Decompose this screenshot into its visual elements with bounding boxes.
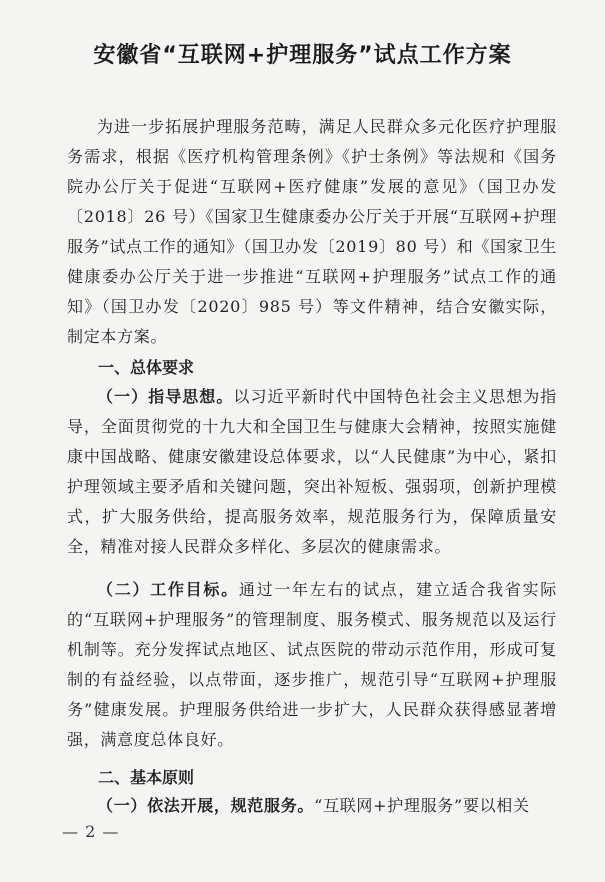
- guiding-ideology-label: （一）指导思想。: [97, 387, 234, 406]
- page-number: — 2 —: [62, 822, 120, 841]
- work-goals-label: （二）工作目标。: [97, 580, 239, 599]
- lawful-service-label: （一）依法开展，规范服务。: [97, 796, 315, 815]
- work-goals-text: 通过一年左右的试点，建立适合我省实际的“互联网+护理服务”的管理制度、服务模式、服务规范以及运行机制等。充分发挥试点地区、试点医院的带动示范作用，形成可复制的有益经验，以点带面，逐步推广，规范引导“互联网+护理服务”健康发展。护理服务供给进一步扩大，人民群众获得感显著增强，满意度总体良好。: [67, 580, 557, 749]
- guiding-ideology-paragraph: [67, 382, 557, 562]
- section-heading-basic-principles: 二、基本原则: [98, 768, 195, 787]
- section-heading-general-requirements: 一、总体要求: [98, 358, 195, 377]
- document-title: 安徽省“互联网+护理服务”试点工作方案: [93, 43, 512, 68]
- lawful-service-paragraph: [67, 791, 557, 821]
- work-goals-paragraph: [67, 575, 557, 755]
- guiding-ideology-text: 以习近平新时代中国特色社会主义思想为指导，全面贯彻党的十九大和全国卫生与健康大会精神，按照实施健康中国战略、健康安徽建设总体要求，以“人民健康”为中心，紧扣护理领域主要矛盾和关键问题，突出补短板、强弱项，创新护理模式，扩大服务供给，提高服务效率，规范服务行为，保障质量安全，精准对接人民群众多样化、多层次的健康需求。: [67, 387, 557, 556]
- lawful-service-text: “互联网+护理服务”要以相关: [314, 796, 530, 815]
- intro-paragraph: 为进一步拓展护理服务范畴，满足人民群众多元化医疗护理服务需求，根据《医疗机构管理条例》《护士条例》等法规和《国务院办公厅关于促进“互联网+医疗健康”发展的意见》（国卫办发〔2018〕26 号）《国家卫生健康委办公厅关于开展“互联网+护理服务”试点工作的通知》（国卫办发〔2019〕80 号）和《国家卫生健康委办公厅关于进一步推进“互联网+护理服务”试点工作的通知》（国卫办发〔2020〕985 号）等文件精神，结合安徽实际，制定本方案。: [67, 117, 557, 346]
